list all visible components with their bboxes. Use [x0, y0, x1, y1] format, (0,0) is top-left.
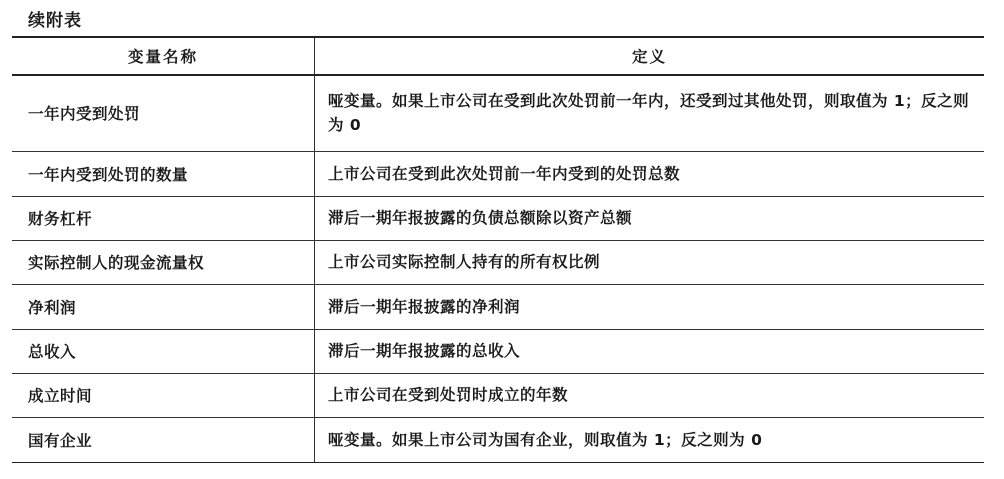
table-row — [12, 284, 984, 329]
variable-name-cell: 一年内受到处罚 — [12, 75, 315, 151]
definition-cell: 上市公司在受到此次处罚前一年内受到的处罚总数 — [315, 151, 985, 196]
variable-definition-table — [12, 36, 984, 463]
table-row — [12, 373, 984, 417]
variable-name-cell: 净利润 — [12, 284, 315, 329]
definition-cell: 上市公司在受到处罚时成立的年数 — [315, 373, 985, 417]
table-row — [12, 151, 984, 196]
table-row — [12, 240, 984, 284]
variable-name-cell: 成立时间 — [12, 373, 315, 417]
table-caption: 续附表 — [28, 11, 82, 31]
variable-name-cell: 一年内受到处罚的数量 — [12, 151, 315, 196]
definition-cell: 滞后一期年报披露的总收入 — [315, 329, 985, 373]
variable-name-cell: 实际控制人的现金流量权 — [12, 240, 315, 284]
definition-cell: 哑变量。如果上市公司在受到此次处罚前一年内，还受到过其他处罚，则取值为 1；反之则为 0 — [315, 75, 985, 151]
table-row — [12, 196, 984, 240]
header-variable-name: 变量名称 — [12, 37, 315, 75]
variable-name-cell: 国有企业 — [12, 417, 315, 462]
definition-cell: 滞后一期年报披露的净利润 — [315, 284, 985, 329]
table-header-row — [12, 37, 984, 75]
definition-cell: 哑变量。如果上市公司为国有企业，则取值为 1；反之则为 0 — [315, 417, 985, 462]
definition-cell: 上市公司实际控制人持有的所有权比例 — [315, 240, 985, 284]
table-row — [12, 75, 984, 151]
variable-name-cell: 总收入 — [12, 329, 315, 373]
variable-name-cell: 财务杠杆 — [12, 196, 315, 240]
header-definition: 定义 — [315, 37, 985, 75]
table-row — [12, 329, 984, 373]
definition-cell: 滞后一期年报披露的负债总额除以资产总额 — [315, 196, 985, 240]
table-row — [12, 417, 984, 462]
